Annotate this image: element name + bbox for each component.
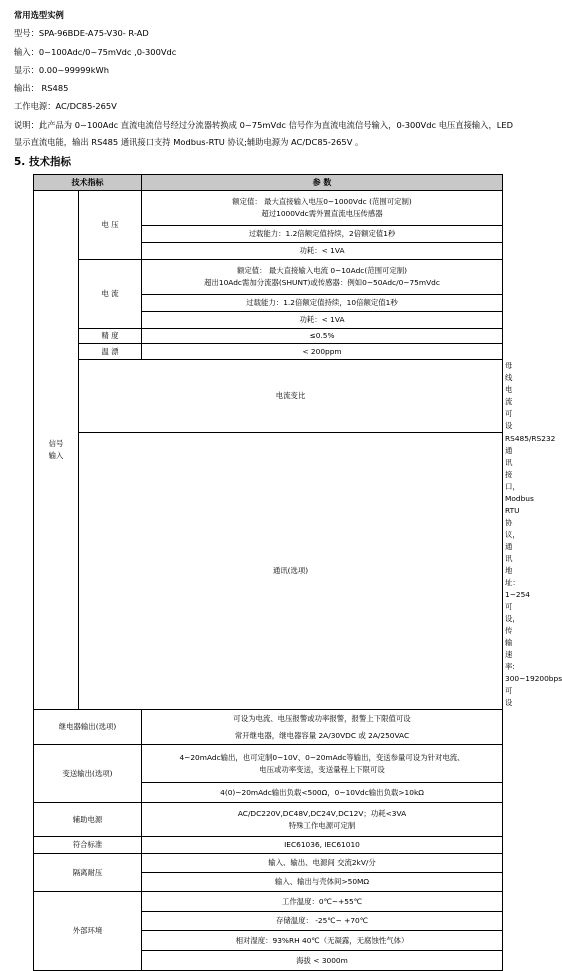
current-overload: 过载能力：1.2倍额定值持续，10倍额定值1秒 [142, 295, 503, 312]
env-altitude: 海拔 < 3000m [142, 951, 503, 971]
header-params: 参 数 [142, 175, 503, 191]
display-line: 显示：0.00~99999kWh [14, 64, 109, 75]
env-operating-temp: 工作温度：0℃~+55℃ [142, 892, 503, 912]
current-rated: 额定值： 最大直接输入电流 0~10Adc(范围可定制) 超出10Adc需加分流器(SHUNT)或传感器：例如0~50Adc/0~75mVdc [142, 260, 503, 295]
header-spec: 技术指标 [34, 175, 142, 191]
voltage-rated: 额定值： 最大直接输入电压0~1000Vdc (范围可定制) 超过1000Vdc需外置直流电压传感器 [142, 191, 503, 226]
relay-value: 可设为电流、电压报警或功率报警，报警上下限值可设 常开继电器，继电器容量 2A/30VDC 或 2A/250VAC [142, 710, 503, 745]
voltage-overload: 过载能力：1.2倍额定值持续，2倍额定值1秒 [142, 226, 503, 243]
model-line: 型号：SPA-96BDE-A75-V30- R-AD [14, 28, 149, 39]
env-humidity: 相对湿度：93%RH 40℃（无凝露，无腐蚀性气体） [142, 931, 503, 951]
standard-label: 符合标准 [34, 837, 142, 854]
comm-label: 通讯(选项) [79, 433, 503, 710]
transmit-value: 4~20mAdc输出，也可定制0~10V、0~20mAdc等输出，变送参量可设为针对电流、 电压或功率变送，变送量程上下限可设 [142, 745, 503, 783]
power-line: 工作电源：AC/DC85-265V [14, 101, 117, 112]
env-label: 外部环境 [34, 892, 142, 971]
voltage-power: 功耗：< 1VA [142, 243, 503, 260]
env-storage-temp: 存储温度： -25℃~ +70℃ [142, 912, 503, 931]
transmit-load: 4(0)~20mAdc输出负载<500Ω，0~10Vdc输出负载>10kΩ [142, 783, 503, 803]
temp-drift-label: 温 漂 [79, 344, 142, 360]
description: 说明：此产品为 0~100Adc 直流电流信号经过分流器转换成 0~75mVdc 信号作为直流电流信号输入，0-300Vdc 电压直接输入，LED 显示直流电能，输出 RS485 通讯接口支持 Modbus-RTU 协议;辅助电源为 AC/DC85-265V 。 [14, 119, 514, 147]
temp-drift-value: < 200ppm [142, 344, 503, 360]
selection-title: 常用选型实例 [14, 10, 64, 20]
signal-input-label: 信号 输入 [34, 191, 79, 710]
accuracy-value: ≤0.5% [142, 329, 503, 344]
isolation-value-2: 输入、输出与壳体间>50MΩ [142, 873, 503, 892]
isolation-value-1: 输入、输出、电源间 交流2kV/分 [142, 854, 503, 873]
current-power: 功耗：< 1VA [142, 312, 503, 329]
ct-label: 电流变比 [79, 360, 503, 433]
output-line: 输出： RS485 [14, 83, 69, 94]
standard-value: IEC61036, IEC61010 [142, 837, 503, 854]
selection-example [14, 6, 514, 151]
transmit-label: 变送输出(选项) [34, 745, 142, 803]
input-line: 输入：0~100Adc/0~75mVdc ,0-300Vdc [14, 46, 177, 57]
accuracy-label: 精 度 [79, 329, 142, 344]
aux-power-label: 辅助电源 [34, 803, 142, 837]
current-label: 电 流 [79, 260, 142, 329]
aux-power-value: AC/DC220V,DC48V,DC24V,DC12V；功耗<3VA 特殊工作电源可定制 [142, 803, 503, 837]
voltage-label: 电 压 [79, 191, 142, 260]
relay-label: 继电器输出(选项) [34, 710, 142, 745]
section-title: 5. 技术指标 [14, 156, 71, 168]
spec-table: 技术指标 参 数 信号 输入 电 压 额定值： 最大直接输入电压0~1000Vdc (范围可定制) 超过1000Vdc需外置直流电压传感器 过载能力：1.2倍额定值持续，2倍额定值1秒 功耗：< 1VA 电 流 额定值： 最大直接输入电流 0~10Adc(范围可定制) 超出10Adc需加分流器(SHUNT)或传感器：例如0~50Adc/0~75mVdc 过载能力：1.2倍额定值持续，10倍额定值1秒 功耗：< 1VA 精 度 ≤0.5% 温 漂 < 200ppm 电流变比 母线电流可设 通讯(选项) RS485/RS232通讯接口，Modbus RTU协议，通讯地址：1~254可设，传输速率: 300~19200bps可设 继电器输出(选项) 可设为电流、电压报警或功率报警，报警上下限值可设 常开继电器，继电器容量 2A/30VDC 或 2A/250VAC 变送输出(选项) 4~20mAdc输出，也可定制0~10V、0~20mAdc等输出，变送参量可设为针对电流、 电压或功率变送，变送量程上下限可设 4(0)~20mAdc输出负载<500Ω，0~10Vdc输出负载>10kΩ 辅助电源 AC/DC220V,DC48V,DC24V,DC12V；功耗<3VA 特殊工作电源可定制 符合标准 IEC61036, IEC61010 隔离耐压 输入、输出、电源间 交流2kV/分 输入、输出与壳体间>50MΩ 外部环境 工作温度：0℃~+55℃ 存储温度： -25℃~ +70℃ 相对湿度：93%RH 40℃（无凝露，无腐蚀性气体） 海拔 < 3000m [33, 174, 503, 971]
isolation-label: 隔离耐压 [34, 854, 142, 892]
